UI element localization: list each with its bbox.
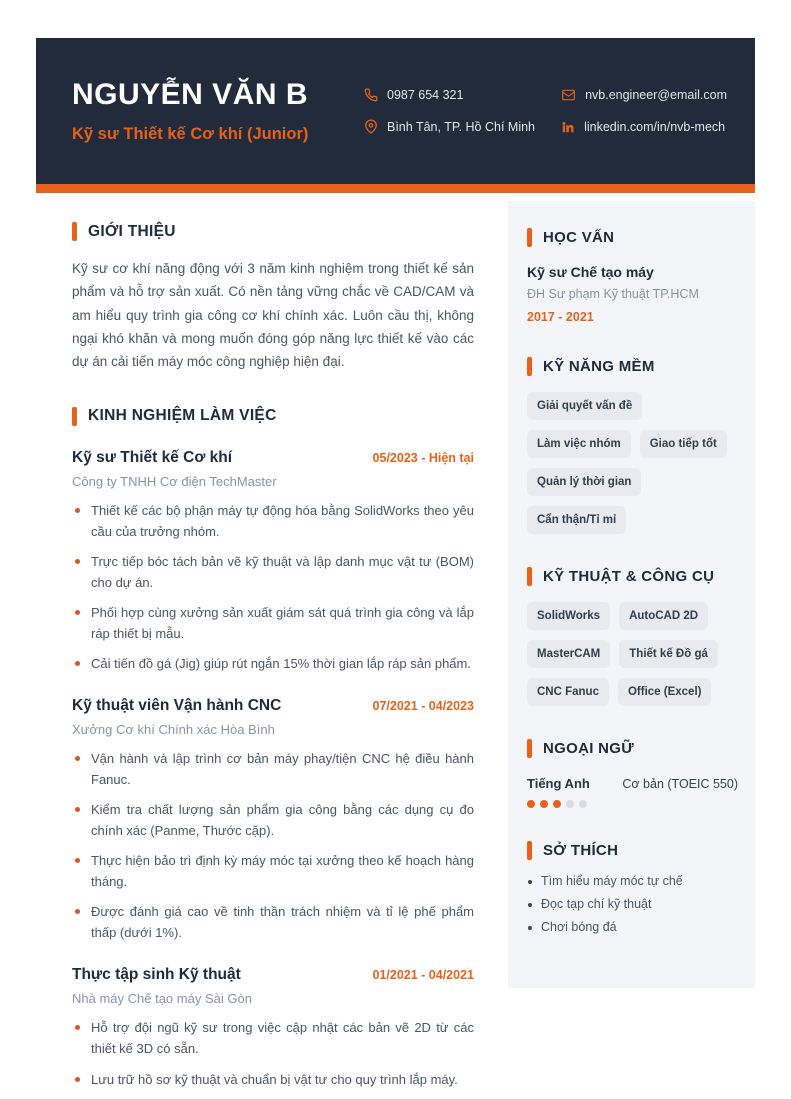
- person-name: NGUYỄN VĂN B: [72, 77, 309, 111]
- job-role: Thực tập sinh Kỹ thuật: [72, 966, 241, 984]
- section-title-experience: [72, 407, 474, 426]
- accent-bar: [72, 407, 77, 426]
- job-company: Công ty TNHH Cơ điện TechMaster: [72, 473, 277, 489]
- hobby-list: [527, 874, 738, 934]
- accent-bar: [527, 567, 532, 586]
- tools-heading: KỸ THUẬT & CÔNG CỤ: [543, 568, 715, 585]
- tool-tag: AutoCAD 2D: [619, 602, 708, 630]
- person-job-title: Kỹ sư Thiết kế Cơ khí (Junior): [72, 125, 309, 144]
- job-bullets: [72, 1017, 474, 1089]
- contact-email[interactable]: [561, 88, 727, 102]
- linkedin-icon: [561, 120, 575, 134]
- education-school: ĐH Sư phạm Kỹ thuật TP.HCM: [527, 287, 699, 301]
- header: [36, 38, 755, 193]
- header-identity: [72, 78, 364, 145]
- job-bullet: Được đánh giá cao về tinh thần trách nhiệm và tỉ lệ phế phẩm thấp (dưới 1%).: [72, 901, 474, 943]
- job-entry: [72, 697, 474, 943]
- tool-tag: SolidWorks: [527, 602, 610, 630]
- job-company: Nhà máy Chế tạo máy Sài Gòn: [72, 991, 252, 1007]
- phone-icon: [364, 88, 378, 102]
- contact-linkedin[interactable]: [561, 120, 727, 134]
- contact-email-text: nvb.engineer@email.com: [585, 88, 727, 102]
- language-level: Cơ bản (TOEIC 550): [622, 777, 738, 791]
- contact-phone: [364, 88, 535, 102]
- location-icon: [364, 119, 378, 134]
- skill-tag: Giao tiếp tốt: [640, 430, 727, 458]
- hobby-item: Tìm hiểu máy móc tự chế: [527, 874, 738, 888]
- job-head: [72, 449, 474, 467]
- contact-location: [364, 119, 535, 134]
- job-bullet: Thực hiện bảo trì định kỳ máy móc tại xưởng theo kế hoạch hàng tháng.: [72, 850, 474, 892]
- level-dot-filled: [540, 800, 548, 808]
- hobby-item: Chơi bóng đá: [527, 920, 738, 934]
- job-entry: [72, 966, 474, 1089]
- education-years: 2017 - 2021: [527, 310, 594, 324]
- section-title-soft-skills: [527, 357, 738, 376]
- contact-phone-text: 0987 654 321: [387, 88, 464, 102]
- accent-bar: [72, 222, 77, 241]
- tool-tag: Office (Excel): [618, 678, 712, 706]
- job-period: 05/2023 - Hiện tại: [372, 450, 474, 465]
- level-dot-empty: [579, 800, 587, 808]
- education-degree: Kỹ sư Chế tạo máy: [527, 264, 654, 280]
- job-role: Kỹ sư Thiết kế Cơ khí: [72, 448, 233, 466]
- job-bullet: Vận hành và lập trình cơ bản máy phay/tiện CNC hệ điều hành Fanuc.: [72, 748, 474, 790]
- tools-tags: [527, 602, 738, 706]
- section-title-languages: [527, 739, 738, 758]
- skill-tag: Quản lý thời gian: [527, 468, 641, 496]
- level-dot-filled: [553, 800, 561, 808]
- job-bullet: Cải tiến đồ gá (Jig) giúp rút ngắn 15% thời gian lắp ráp sản phẩm.: [72, 653, 474, 674]
- language-level-dots: [527, 800, 738, 808]
- job-head: [72, 966, 474, 984]
- job-bullet: Hỗ trợ đội ngũ kỹ sư trong việc cập nhật các bản vẽ 2D từ các thiết kế 3D có sẵn.: [72, 1017, 474, 1059]
- languages-heading: NGOẠI NGỮ: [543, 740, 634, 757]
- tool-tag: CNC Fanuc: [527, 678, 609, 706]
- section-title-education: [527, 228, 738, 247]
- job-company: Xưởng Cơ khí Chính xác Hòa Bình: [72, 722, 275, 738]
- tool-tag: MasterCAM: [527, 640, 610, 668]
- level-dot-filled: [527, 800, 535, 808]
- tool-tag: Thiết kế Đồ gá: [619, 640, 718, 668]
- about-heading: GIỚI THIỆU: [88, 222, 176, 240]
- job-role: Kỹ thuật viên Vận hành CNC: [72, 697, 282, 715]
- skill-tag: Làm việc nhóm: [527, 430, 631, 458]
- main-column: [36, 193, 508, 1099]
- job-period: 01/2021 - 04/2021: [372, 968, 474, 983]
- contact-grid: [364, 88, 727, 134]
- contact-linkedin-text: linkedin.com/in/nvb-mech: [584, 119, 726, 134]
- section-languages: [527, 739, 738, 808]
- accent-bar: [527, 739, 532, 758]
- job-bullet: Lưu trữ hồ sơ kỹ thuật và chuẩn bị vật tư cho quy trình lắp máy.: [72, 1069, 474, 1090]
- language-row: [527, 776, 738, 791]
- contact-location-text: Bình Tân, TP. Hồ Chí Minh: [387, 119, 535, 134]
- soft-skills-tags: [527, 392, 738, 534]
- job-bullet: Kiểm tra chất lượng sản phẩm gia công bằng các dụng cụ đo chính xác (Panme, Thước cặp).: [72, 799, 474, 841]
- job-entry: [72, 449, 474, 674]
- accent-bar: [527, 357, 532, 376]
- section-soft-skills: [527, 357, 738, 534]
- about-paragraph: Kỹ sư cơ khí năng động với 3 năm kinh nghiệm trong thiết kế sản phẩm và hỗ trợ sản xuất. Có nền tảng vững chắc về CAD/CAM và am hiểu quy trình gia công cơ khí chính xác. Luôn cầu thị, không ngại khó khăn và mong muốn đóng góp năng lực thiết kế vào các dự án cải tiến máy móc công nghiệp hiện đại.: [72, 261, 474, 370]
- job-bullets: [72, 748, 474, 943]
- email-icon: [561, 88, 576, 102]
- skill-tag: Cẩn thận/Tỉ mỉ: [527, 506, 626, 534]
- job-head: [72, 697, 474, 715]
- accent-bar: [527, 841, 532, 860]
- section-hobbies: [527, 841, 738, 934]
- accent-bar: [527, 228, 532, 247]
- section-about: [72, 222, 474, 374]
- language-name: Tiếng Anh: [527, 776, 590, 791]
- job-bullet: Thiết kế các bộ phận máy tự động hóa bằng SolidWorks theo yêu cầu của trưởng nhóm.: [72, 500, 474, 542]
- section-title-tools: [527, 567, 738, 586]
- section-title-hobbies: [527, 841, 738, 860]
- level-dot-empty: [566, 800, 574, 808]
- soft-skills-heading: KỸ NĂNG MỀM: [543, 358, 655, 375]
- education-heading: HỌC VẤN: [543, 229, 615, 246]
- job-period: 07/2021 - 04/2023: [372, 699, 474, 714]
- job-bullet: Trực tiếp bóc tách bản vẽ kỹ thuật và lập danh mục vật tư (BOM) cho dự án.: [72, 551, 474, 593]
- hobbies-heading: SỞ THÍCH: [543, 842, 619, 859]
- job-bullets: [72, 500, 474, 674]
- section-education: [527, 228, 738, 324]
- job-bullet: Phối hợp cùng xưởng sản xuất giám sát quá trình gia công và lắp ráp thiết bị mẫu.: [72, 602, 474, 644]
- hobby-item: Đọc tạp chí kỹ thuật: [527, 897, 738, 911]
- section-experience: [72, 407, 474, 1090]
- experience-heading: KINH NGHIỆM LÀM VIỆC: [88, 407, 277, 425]
- sidebar: [508, 201, 755, 988]
- skill-tag: Giải quyết vấn đề: [527, 392, 642, 420]
- content: [36, 193, 755, 1099]
- section-tools: [527, 567, 738, 706]
- section-title-about: [72, 222, 474, 241]
